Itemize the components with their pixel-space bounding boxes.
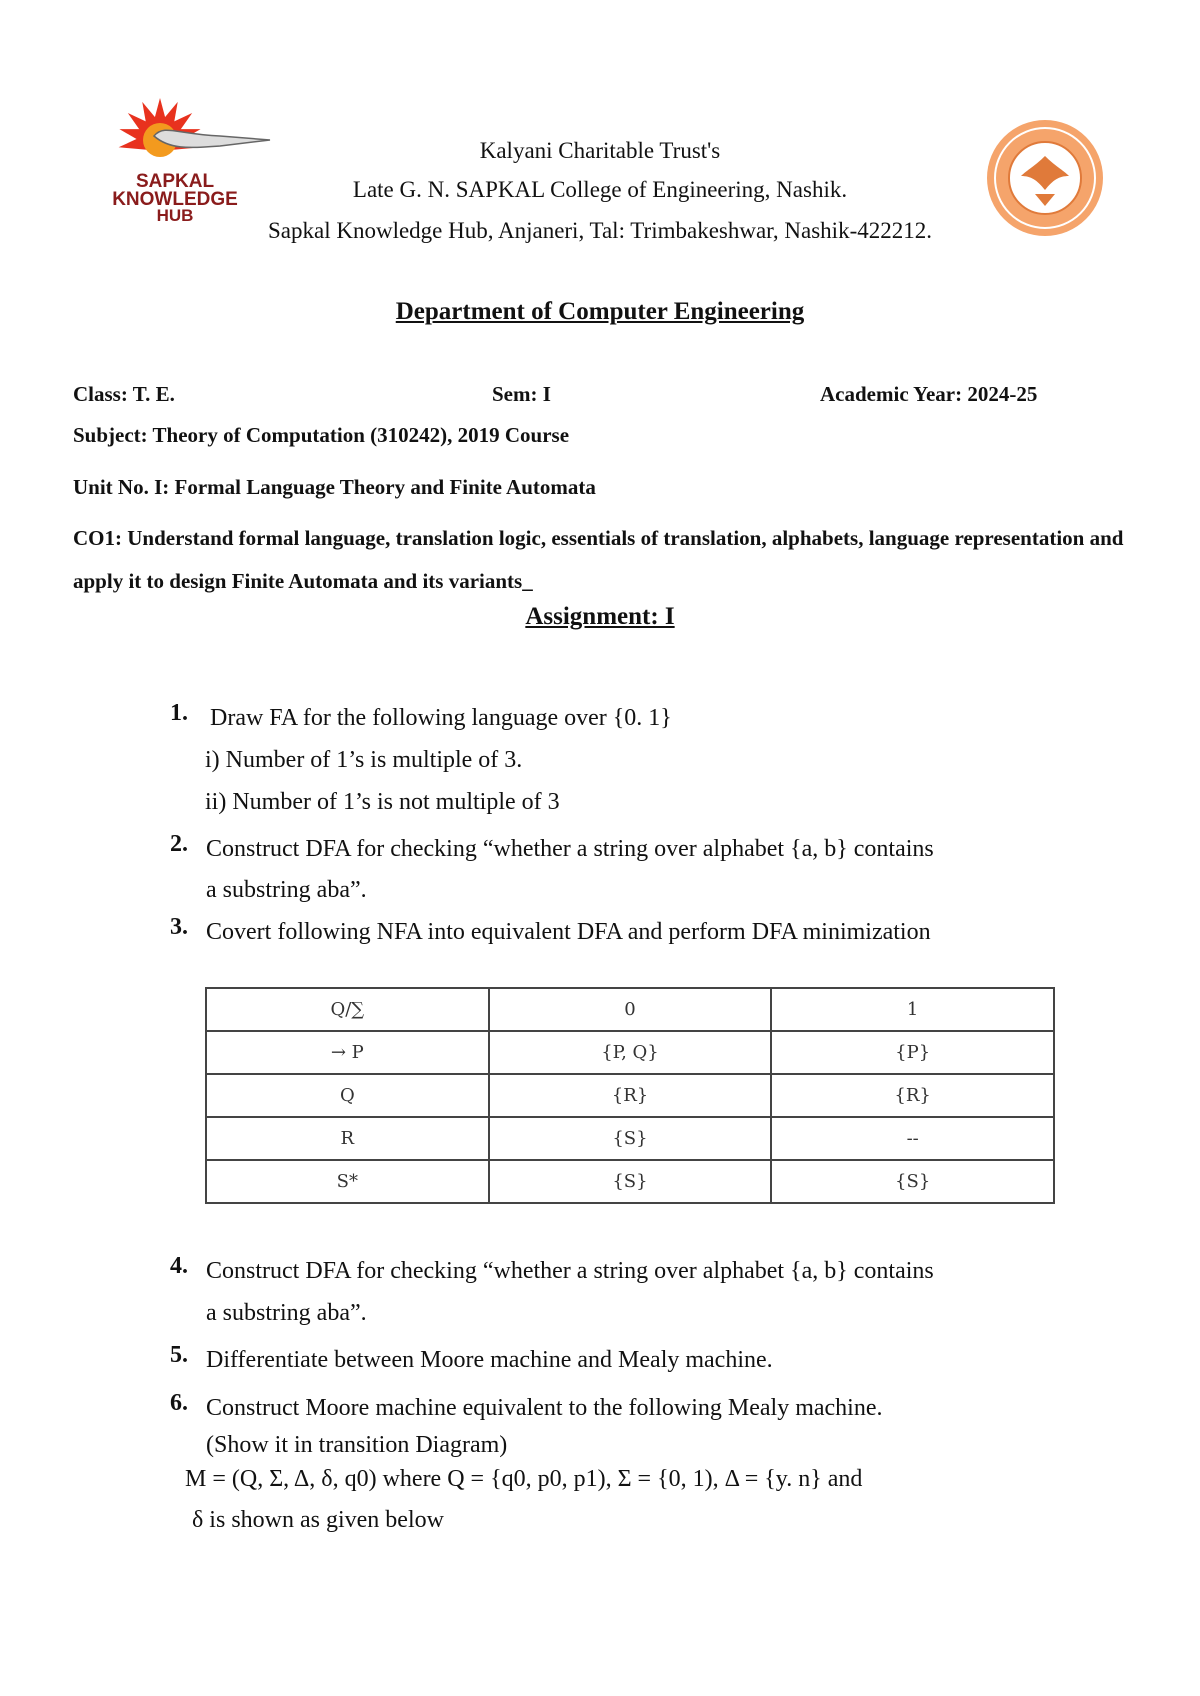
table-header-cell: 0 [489, 988, 772, 1031]
college-name: Late G. N. SAPKAL College of Engineering, Nashik. [352, 177, 848, 202]
table-cell: {S} [489, 1117, 772, 1160]
academic-year-label: Academic Year: 2024-25 [820, 382, 1038, 406]
department-title: Department of Computer Engineering [395, 298, 805, 325]
q6-line-1: Construct Moore machine equivalent to the following Mealy machine. [206, 1395, 883, 1421]
class-label: Class: T. E. [73, 382, 175, 406]
table-cell: {P} [771, 1031, 1054, 1074]
q4-line-1: Construct DFA for checking “whether a string over alphabet {a, b} contains [206, 1258, 934, 1284]
table-cell: {R} [771, 1074, 1054, 1117]
logo-line-1: SAPKAL [135, 171, 215, 192]
q1-sub-2: ii) Number of 1’s is not multiple of 3 [205, 789, 560, 815]
q4-line-2: a substring aba”. [206, 1300, 367, 1326]
table-header-cell: Q/∑ [206, 988, 489, 1031]
logo-line-2: KNOWLEDGE [112, 189, 238, 210]
q6-line-2: (Show it in transition Diagram) [206, 1432, 508, 1458]
logo-line-3: HUB [156, 206, 194, 225]
q6-line-4: δ is shown as given below [192, 1507, 444, 1533]
q1-sub-1: i) Number of 1’s is multiple of 3. [205, 747, 523, 773]
college-address: Sapkal Knowledge Hub, Anjaneri, Tal: Trimbakeshwar, Nashik-422212. [268, 218, 932, 243]
q1-text: Draw FA for the following language over {0. 1} [210, 705, 672, 731]
nfa-transition-table [205, 987, 1055, 1204]
q2-number: 2. [170, 831, 188, 857]
q2-line-2: a substring aba”. [206, 877, 367, 903]
semester-label: Sem: I [492, 382, 551, 406]
table-cell: {S} [489, 1160, 772, 1203]
q6-number: 6. [170, 1390, 188, 1416]
table-header-row [206, 988, 1054, 1031]
trust-name: Kalyani Charitable Trust's [479, 138, 721, 163]
assignment-title: Assignment: I [525, 603, 675, 630]
table-cell: {R} [489, 1074, 772, 1117]
q6-line-3: M = (Q, Σ, Δ, δ, q0) where Q = {q0, p0, p1), Σ = {0, 1), Δ = {y. n} and [185, 1466, 863, 1492]
table-row [206, 1160, 1054, 1203]
course-outcome: CO1: Understand formal language, translation logic, essentials of translation, alphabets, language representation and apply it to design Finite Automata and its variants_ [73, 526, 1124, 593]
table-cell: {S} [771, 1160, 1054, 1203]
table-cell: -- [771, 1117, 1054, 1160]
table-cell: R [206, 1117, 489, 1160]
q1-number: 1. [170, 700, 188, 726]
q3-text: Covert following NFA into equivalent DFA and perform DFA minimization [206, 919, 931, 945]
table-cell: → P [206, 1031, 489, 1074]
table-row [206, 1031, 1054, 1074]
table-header-cell: 1 [771, 988, 1054, 1031]
subject-label: Subject: Theory of Computation (310242), 2019 Course [73, 423, 570, 447]
unit-label: Unit No. I: Formal Language Theory and Finite Automata [73, 475, 596, 499]
q4-number: 4. [170, 1253, 188, 1279]
table-row [206, 1117, 1054, 1160]
table-row [206, 1074, 1054, 1117]
q3-number: 3. [170, 914, 188, 940]
table-cell: Q [206, 1074, 489, 1117]
q2-line-1: Construct DFA for checking “whether a string over alphabet {a, b} contains [206, 836, 934, 862]
q5-text: Differentiate between Moore machine and Mealy machine. [206, 1347, 773, 1373]
table-cell: S* [206, 1160, 489, 1203]
q5-number: 5. [170, 1342, 188, 1368]
table-cell: {P, Q} [489, 1031, 772, 1074]
